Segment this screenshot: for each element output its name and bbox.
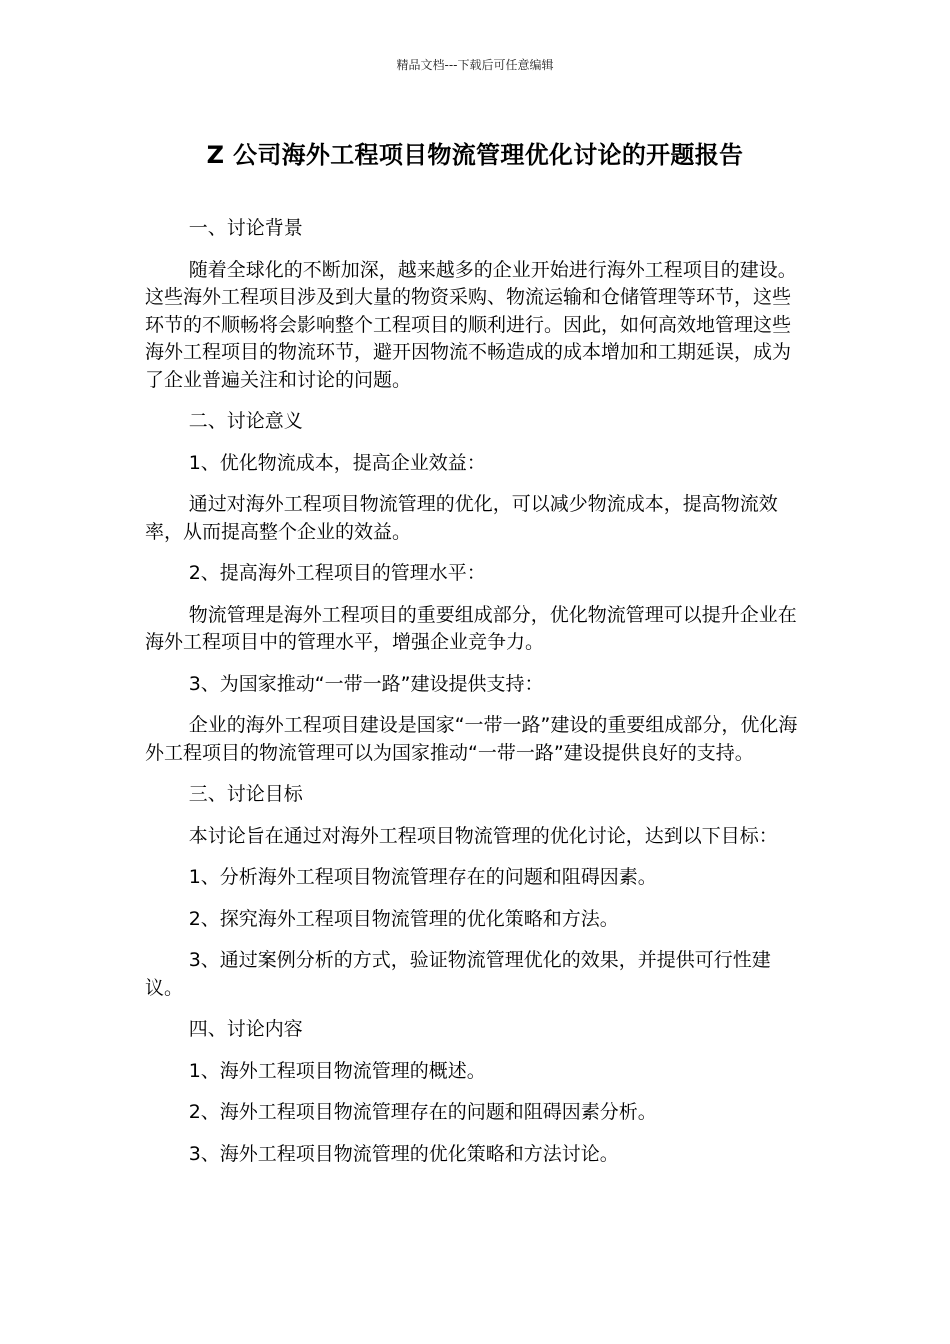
objectives-intro: 本讨论旨在通过对海外工程项目物流管理的优化讨论，达到以下目标： <box>188 824 778 847</box>
significance-item-2-text: 物流管理是海外工程项目的重要组成部分，优化物流管理可以提升企业在海外工程项目中的管理水平，增强企业竞争力。 <box>145 603 797 653</box>
significance-item-3-text: 企业的海外工程项目建设是国家“一带一路”建设的重要组成部分，优化海外工程项目的物流管理可以为国家推动“一带一路”建设提供良好的支持。 <box>145 714 798 764</box>
significance-item-1: 1、优化物流成本，提高企业效益： <box>188 451 486 474</box>
objective-item-1: 1、分析海外工程项目物流管理存在的问题和阻碍因素。 <box>188 866 657 888</box>
section-heading-content: 四、讨论内容 <box>188 1018 303 1040</box>
significance-item-3: 3、为国家推动“一带一路”建设提供支持： <box>188 672 544 695</box>
document-body <box>145 215 807 1182</box>
page-header: 精品文档---下载后可任意编辑 <box>396 58 554 72</box>
document-title: Z 公司海外工程项目物流管理优化讨论的开题报告 <box>206 141 744 169</box>
background-paragraph: 随着全球化的不断加深，越来越多的企业开始进行海外工程项目的建设。这些海外工程项目涉及到大量的物资采购、物流运输和仓储管理等环节，这些环节的不顺畅将会影响整个工程项目的顺利进行。因此，如何高效地管理这些海外工程项目的物流环节，避开因物流不畅造成的成本增加和工期延误，成为了企业普遍关注和讨论的问题。 <box>145 258 797 391</box>
section-heading-background: 一、讨论背景 <box>188 217 303 239</box>
content-item-1: 1、海外工程项目物流管理的概述。 <box>188 1059 486 1082</box>
significance-item-2: 2、提高海外工程项目的管理水平： <box>188 562 486 584</box>
significance-item-1-text: 通过对海外工程项目物流管理的优化，可以减少物流成本，提高物流效率，从而提高整个企业的效益。 <box>145 493 778 543</box>
content-item-3: 3、海外工程项目物流管理的优化策略和方法讨论。 <box>188 1142 619 1165</box>
section-heading-objectives: 三、讨论目标 <box>188 783 303 805</box>
section-heading-significance: 二、讨论意义 <box>188 410 303 432</box>
objective-item-2: 2、探究海外工程项目物流管理的优化策略和方法。 <box>188 907 619 930</box>
content-item-2: 2、海外工程项目物流管理存在的问题和阻碍因素分析。 <box>188 1101 657 1123</box>
objective-item-3: 3、通过案例分析的方式，验证物流管理优化的效果，并提供可行性建议。 <box>145 949 771 999</box>
